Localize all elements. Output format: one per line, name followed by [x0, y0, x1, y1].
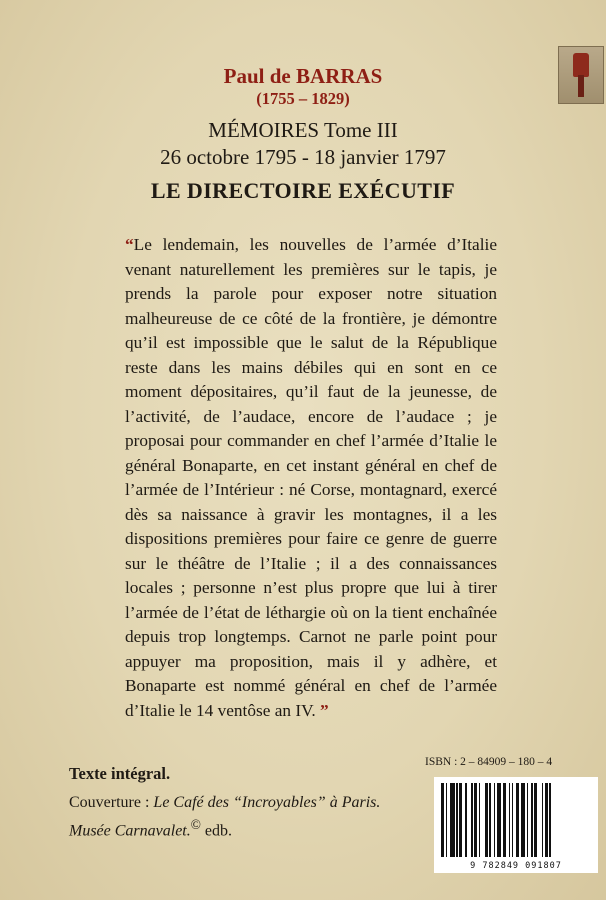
barcode-number: 9 782849 091807: [470, 861, 562, 871]
author-name: Paul de BARRAS: [223, 64, 383, 88]
book-subtitle: LE DIRECTOIRE EXÉCUTIF: [150, 178, 456, 203]
barcode-bar: [474, 783, 477, 857]
cover-credit: [69, 792, 380, 842]
barcode-bar: [450, 783, 455, 857]
cover-museum: Musée Carnavalet.: [69, 822, 191, 840]
texte-integral-label: Texte intégral.: [69, 764, 171, 783]
barcode-bar: [446, 783, 448, 857]
barcode-bar: [531, 783, 533, 857]
cover-painting-title: Le Café des “Incroyables” à Paris.: [153, 794, 381, 811]
quote-close-mark: ”: [315, 700, 329, 720]
barcode-bar: [516, 783, 519, 857]
isbn-label: ISBN : 2 – 84909 – 180 – 4: [425, 756, 553, 768]
barcode-bar: [441, 783, 444, 857]
barcode-bar: [471, 783, 473, 857]
author-life-dates: (1755 – 1829): [256, 89, 350, 108]
book-period: 26 octobre 1795 - 18 janvier 1797: [160, 145, 446, 169]
barcode-bar: [485, 783, 488, 857]
quote-open-mark: “: [125, 235, 134, 254]
barcode-bar: [456, 783, 458, 857]
barcode: [434, 777, 598, 873]
barcode-bar: [489, 783, 491, 857]
barcode-bar: [549, 783, 551, 857]
barcode-bar: [503, 783, 506, 857]
barcode-bars: [441, 783, 591, 857]
cover-credit-line-2: [69, 814, 380, 842]
barcode-bar: [494, 783, 496, 857]
book-tome: MÉMOIRES Tome III: [208, 118, 398, 142]
barcode-bar: [527, 783, 529, 857]
barcode-bar: [459, 783, 462, 857]
cover-credit-prefix: Couverture :: [69, 794, 154, 811]
barcode-bar: [509, 783, 511, 857]
copyright-mark: ©: [190, 817, 201, 832]
barcode-bar: [479, 783, 481, 857]
barcode-bar: [521, 783, 526, 857]
quote-paragraph: [125, 233, 497, 723]
cover-credit-line-1: [69, 792, 380, 814]
barcode-bar: [497, 783, 502, 857]
barcode-bar: [542, 783, 544, 857]
barcode-bar: [465, 783, 467, 857]
barcode-bar: [545, 783, 548, 857]
barcode-bar: [534, 783, 537, 857]
quote-text: Le lendemain, les nouvelles de l’armée d’Italie venant naturellement les premières sur le tapis, je prends la parole pour exposer notre situation malheureuse de ce côté de la frontière, je démontre qu’il est impossible que le salut de la République reste dans les mains débiles qui en sont en ce moment dépositaires, qu’il faut de la jeunesse, de l’activité, de l’audace, encore de l’audace ; je proposai pour commander en chef l’armée d’Italie le général Bonaparte, en cet instant général en chef de l’armée de l’Intérieur : né Corse, montagnard, exercé dès sa naissance à gravir les montagnes, il a les dispositions premières pour faire ce genre de guerre sur le théâtre de l’Italie ; il a des connaissances locales ; personne n’est plus propre que lui à tirer l’armée de l’état de léthargie où on la tient enchaînée depuis trop longtemps. Carnot ne parle point pour appuyer ma proposition, mais il y adhère, et Bonaparte est nommé général en chef de l’armée d’Italie le 14 ventôse an IV.: [125, 235, 497, 720]
publisher-name: edb.: [200, 822, 232, 840]
barcode-bar: [512, 783, 514, 857]
